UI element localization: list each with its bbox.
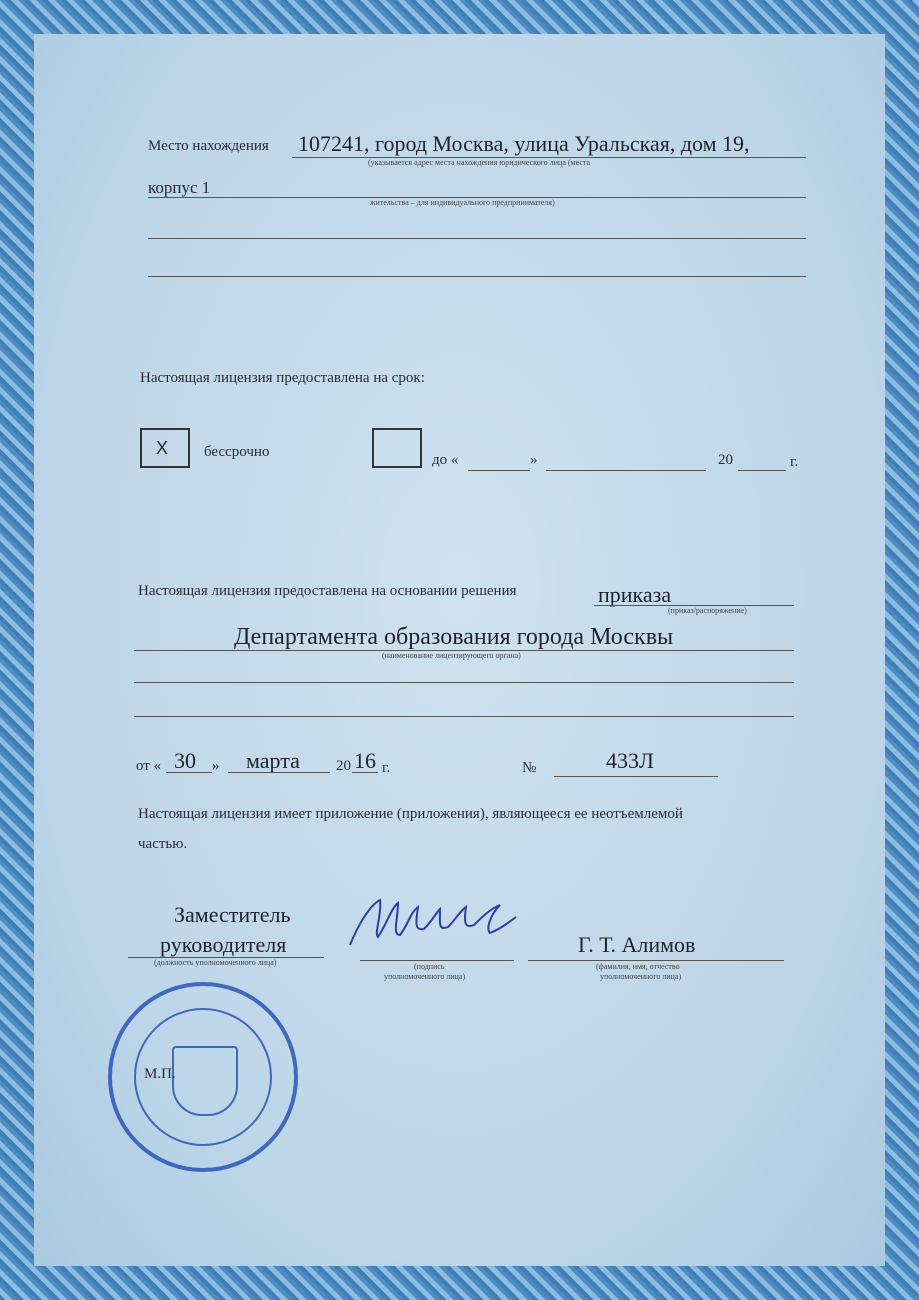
coat-of-arms-icon — [172, 1046, 238, 1116]
date-year-line — [352, 772, 378, 773]
location-value-line1: 107241, город Москва, улица Уральская, дом 19, — [298, 131, 750, 156]
name-caption-1: (фамилия, имя, отчество — [596, 962, 680, 971]
until-checkbox — [372, 428, 422, 468]
name-underline — [528, 960, 784, 961]
authority-caption: (наименование лицензирующего органа) — [382, 651, 521, 660]
term-heading: Настоящая лицензия предоставлена на срок: — [140, 370, 425, 386]
signature-underline — [360, 960, 514, 961]
date-year-unit: г. — [382, 760, 391, 776]
location-underline-4 — [148, 276, 806, 277]
number-underline — [554, 776, 718, 777]
appendix-line1: Настоящая лицензия имеет приложение (приложения), являющееся ее неотъемлемой — [138, 806, 683, 822]
unlimited-label: бессрочно — [204, 444, 270, 460]
position-line1: Заместитель — [174, 902, 291, 927]
name-caption-2: уполномоченного лица) — [600, 972, 682, 981]
year-prefix: 20 — [718, 452, 733, 468]
date-month-line — [228, 772, 330, 773]
date-close-quote: » — [212, 758, 220, 774]
appendix-line2: частью. — [138, 836, 188, 852]
location-label: Место нахождения — [148, 138, 269, 154]
year-line — [738, 470, 786, 471]
date-year-prefix: 20 — [336, 758, 351, 774]
location-underline-3 — [148, 238, 806, 239]
date-day: 30 — [174, 748, 196, 773]
signature-caption-1: (подпись — [414, 962, 445, 971]
location-value-line2: корпус 1 — [148, 178, 211, 197]
license-number: 433Л — [606, 748, 654, 773]
basis-heading: Настоящая лицензия предоставлена на основании решения — [138, 583, 517, 599]
date-year-suffix: 16 — [354, 748, 376, 773]
date-month: марта — [246, 748, 300, 773]
year-suffix: г. — [790, 454, 799, 470]
position-line2: руководителя — [160, 932, 287, 957]
basis-underline-3 — [134, 716, 794, 717]
date-from-prefix: от « — [136, 758, 162, 774]
official-seal — [108, 982, 298, 1172]
basis-underline-2 — [134, 682, 794, 683]
decision-type: приказа — [598, 582, 672, 607]
location-caption-1: (указывается адрес места нахождения юридического лица (места — [368, 158, 591, 167]
until-prefix: до « — [432, 452, 459, 468]
date-day-line — [166, 772, 212, 773]
position-caption: (должность уполномоченного лица) — [154, 958, 277, 967]
signature-caption-2: уполномоченного лица) — [384, 972, 466, 981]
until-mid: » — [530, 452, 538, 468]
until-month-line — [546, 470, 706, 471]
decision-caption: (приказ/распоряжение) — [668, 606, 747, 615]
signature — [340, 885, 520, 965]
unlimited-checkbox — [140, 428, 190, 468]
signatory-name: Г. Т. Алимов — [578, 932, 696, 957]
location-caption-2: жительства – для индивидуального предпринимателя) — [370, 198, 555, 207]
authority-name: Департамента образования города Москвы — [234, 624, 674, 650]
mp-label: М.П. — [144, 1066, 176, 1082]
unlimited-check-mark: X — [156, 438, 169, 458]
number-label: № — [522, 760, 537, 776]
until-day-line — [468, 470, 530, 471]
